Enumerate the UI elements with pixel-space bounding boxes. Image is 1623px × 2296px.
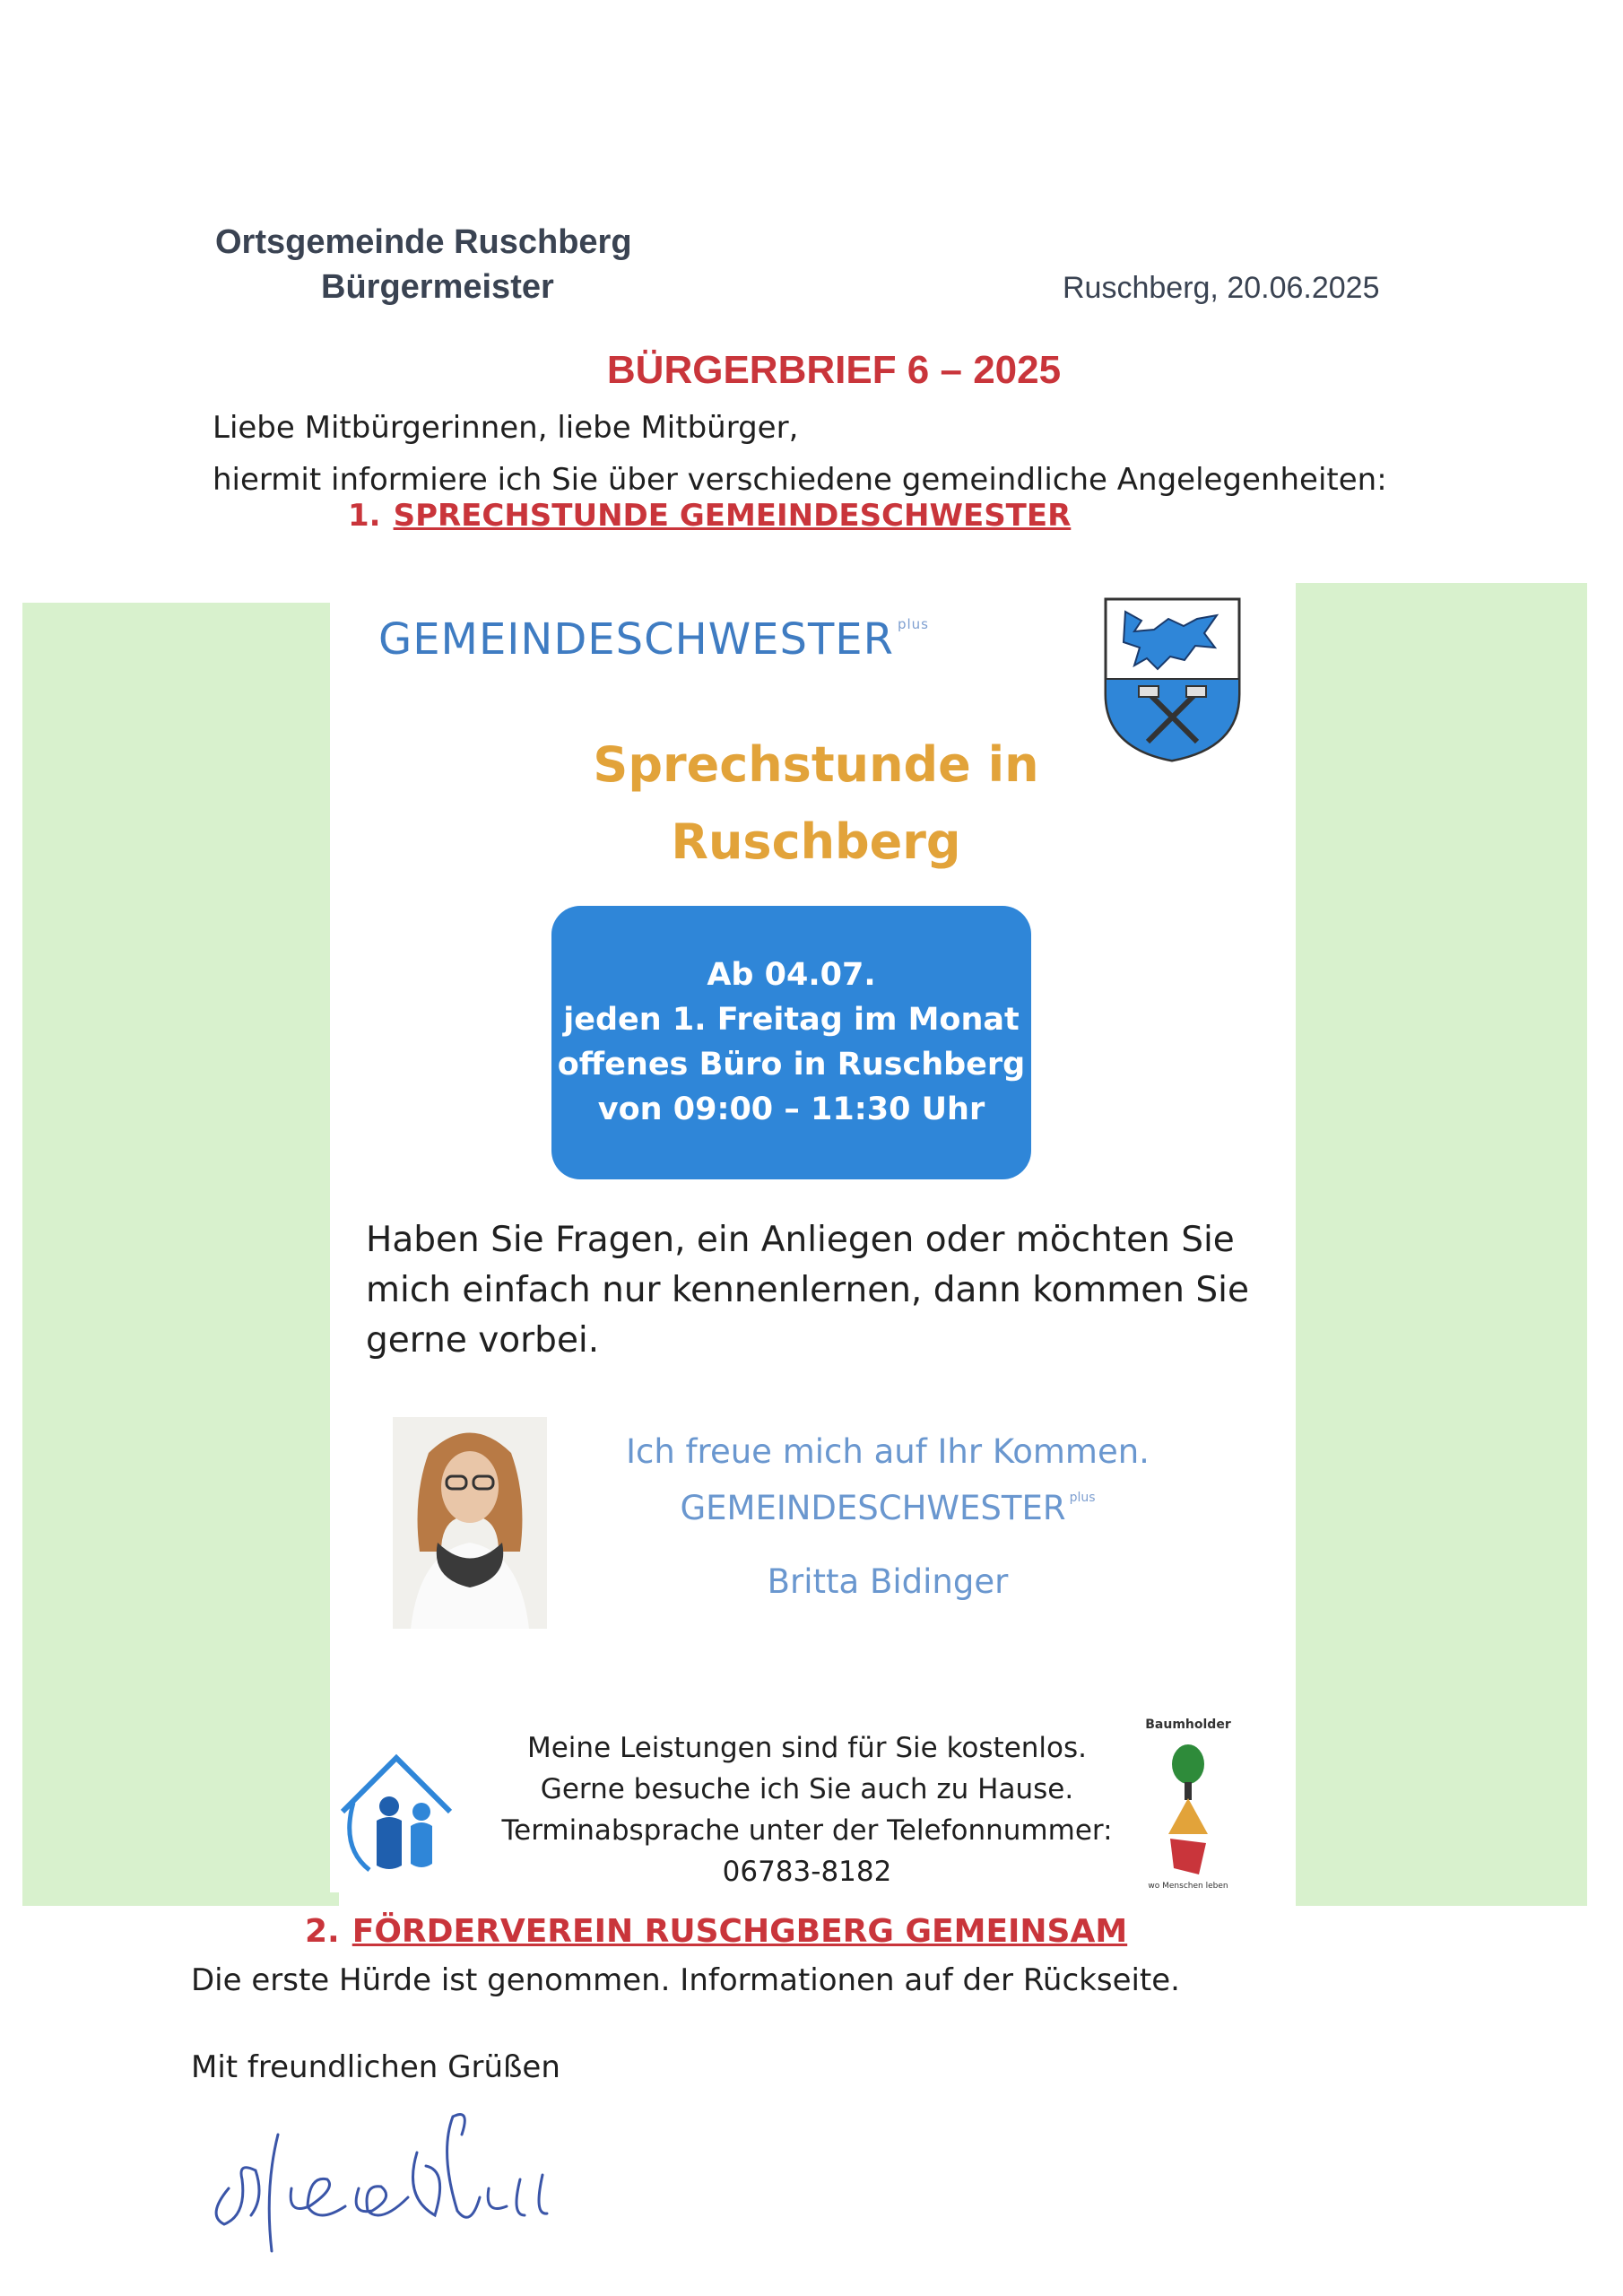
section-1-title: SPRECHSTUNDE GEMEINDESCHWESTER (393, 498, 1072, 534)
intro-sentence: hiermit informiere ich Sie über verschiedene gemeindliche Angelegenheiten: (213, 462, 1387, 498)
place-date: Ruschberg, 20.06.2025 (1063, 271, 1380, 305)
section-1-number: 1. (348, 498, 381, 534)
sender-block (215, 220, 632, 309)
baumholder-logo-text: Baumholder (1145, 1718, 1231, 1732)
office-hours-line: jeden 1. Freitag im Monat (563, 1002, 1020, 1038)
portrait-photo (393, 1417, 547, 1629)
section-2-title: FÖRDERVEREIN RUSCHGBERG GEMEINSAM (352, 1913, 1128, 1950)
section-2-heading (305, 1913, 1127, 1950)
salutation: Liebe Mitbürgerinnen, liebe Mitbürger, (213, 410, 799, 446)
office-hours-line: offenes Büro in Ruschberg (557, 1047, 1026, 1083)
questions-line: gerne vorbei. (366, 1320, 600, 1361)
signoff-title-sup: plus (1069, 1491, 1096, 1505)
letter-title: BÜRGERBRIEF 6 – 2025 (606, 348, 1062, 392)
home-care-logo-icon (334, 1749, 459, 1883)
sender-municipality: Ortsgemeinde Ruschberg (215, 223, 632, 261)
closing-greeting: Mit freundlichen Grüßen (191, 2049, 560, 2085)
questions-line: mich einfach nur kennenlernen, dann kommen Sie (366, 1270, 1249, 1310)
green-panel-left (22, 603, 339, 1906)
signoff-title-text: GEMEINDESCHWESTER (680, 1489, 1066, 1527)
signoff-title (538, 1489, 1237, 1527)
handwritten-signature (202, 2081, 587, 2260)
services-line: Gerne besuche ich Sie auch zu Hause. (540, 1773, 1074, 1805)
services-line: Terminabsprache unter der Telefonnummer: (501, 1814, 1113, 1847)
services-text (448, 1727, 1166, 1892)
flyer-headline-line1: Sprechstunde in (593, 736, 1039, 793)
flyer-header (378, 614, 929, 665)
intro-text (213, 402, 1387, 506)
flyer-header-sup: plus (897, 616, 929, 632)
flyer-header-text: GEMEINDESCHWESTER (378, 614, 894, 665)
office-hours-line: von 09:00 – 11:30 Uhr (597, 1091, 985, 1127)
closing-message: Ich freue mich auf Ihr Kommen. (626, 1432, 1150, 1471)
questions-text (366, 1215, 1263, 1366)
nurse-name: Britta Bidinger (767, 1562, 1009, 1601)
section-2-number: 2. (305, 1913, 340, 1950)
baumholder-logo-tagline: wo Menschen leben (1148, 1882, 1228, 1891)
green-panel-right (1296, 583, 1587, 1906)
phone-number: 06783-8182 (722, 1856, 892, 1888)
office-hours-box (551, 906, 1031, 1179)
questions-line: Haben Sie Fragen, ein Anliegen oder möchten Sie (366, 1220, 1235, 1260)
office-hours-line: Ab 04.07. (707, 957, 876, 993)
flyer-headline-line2: Ruschberg (671, 813, 961, 870)
section-1-heading (348, 498, 1071, 534)
flyer-headline (502, 726, 1130, 881)
services-line: Meine Leistungen sind für Sie kostenlos. (526, 1732, 1087, 1764)
section-2-text: Die erste Hürde ist genommen. Informationen auf der Rückseite. (191, 1962, 1180, 1998)
sender-role: Bürgermeister (321, 268, 554, 306)
baumholder-logo-icon (1134, 1709, 1242, 1892)
